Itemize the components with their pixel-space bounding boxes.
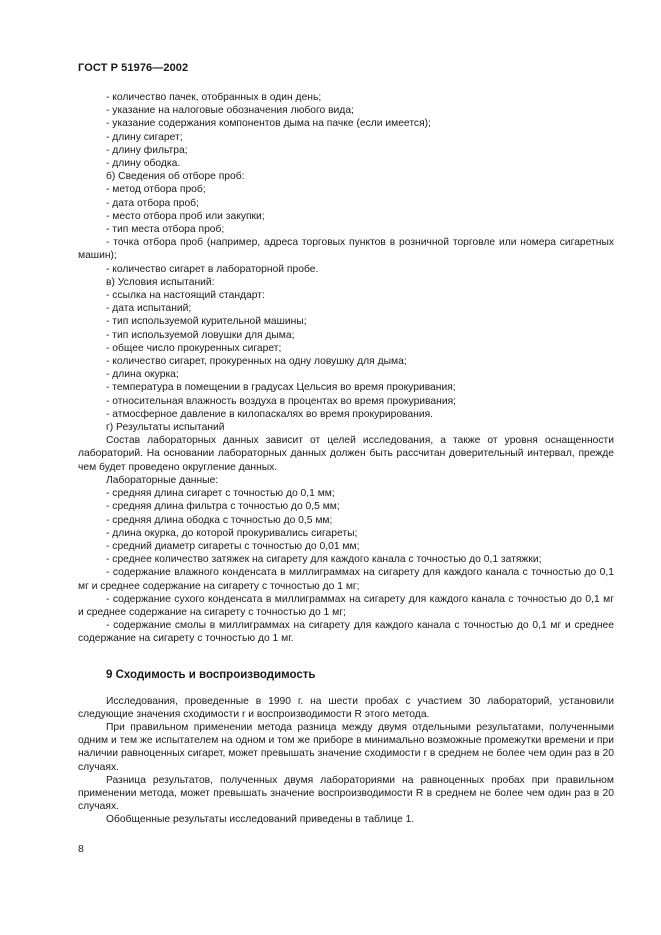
subsection-heading: г) Результаты испытаний: [106, 422, 225, 434]
list-item: - метод отбора проб;: [106, 184, 206, 196]
test-results-section: [78, 421, 614, 645]
list-block-1: [78, 91, 614, 170]
subsection-heading: б) Сведения об отборе проб:: [106, 171, 245, 183]
list-item: - длину фильтра;: [106, 144, 188, 156]
subsection-heading: в) Условия испытаний:: [106, 276, 215, 288]
list-item: - дата отбора проб;: [106, 197, 199, 209]
paragraph: Обобщенные результаты исследований приведены в таблице 1.: [106, 814, 415, 826]
list-item: - длину сигарет;: [106, 131, 183, 143]
list-item: - точка отбора проб (например, адреса торговых пунктов в розничной торговле или номера сигаретных машин);: [78, 237, 614, 262]
list-item: - средняя длина фильтра с точностью до 0,5 мм;: [106, 501, 340, 513]
list-item: - место отбора проб или закупки;: [106, 210, 265, 222]
list-item: - содержание смолы в миллиграммах на сигарету для каждого канала с точностью до 0,1 мг и среднее содержание на сигарету с точностью до 1 мг.: [78, 620, 614, 645]
section-9-body: [78, 695, 614, 827]
list-item: - средняя длина сигарет с точностью до 0,1 мм;: [106, 488, 335, 500]
list-item: - тип используемой курительной машины;: [106, 316, 307, 328]
section-9-title: 9 Сходимость и воспроизводимость: [106, 668, 316, 681]
paragraph: Состав лабораторных данных зависит от целей исследования, а также от уровня оснащенности лабораторий. На основании лабораторных данных должен быть рассчитан доверительный интервал, прежде чем будет проведено округление данных.: [78, 435, 614, 473]
page-content: [78, 91, 614, 827]
list-item: - средний диаметр сигареты с точностью до 0,01 мм;: [106, 540, 360, 552]
list-item: - длину ободка.: [106, 158, 181, 170]
paragraph: Разница результатов, полученных двумя лабораториями на равноценных пробах при правильном применении метода, может превышать значение воспроизводимости R в среднем не более чем один раз в 20 случаях.: [78, 774, 614, 813]
list-item: - общее число прокуренных сигарет;: [106, 342, 282, 354]
list-item: - длина окурка;: [106, 369, 179, 381]
list-item: - атмосферное давление в килопаскалях во время прокурирования.: [106, 408, 434, 420]
list-item: - указание содержания компонентов дыма на пачке (если имеется);: [106, 118, 431, 130]
paragraph: Исследования, проведенные в 1990 г. на шести пробах с участием 30 лабораторий, установили следующие значения сходимости r и воспроизводимости R этого метода.: [78, 695, 614, 720]
list-item: - длина окурка, до которой прокуривались сигареты;: [106, 527, 358, 539]
document-code: ГОСТ Р 51976—2002: [78, 62, 189, 74]
list-item: - содержание сухого конденсата в миллиграммах на сигарету для каждого канала с точностью до 0,1 мг и среднее содержание на сигарету с точностью до 1 мг;: [78, 593, 614, 618]
list-item: - количество пачек, отобранных в один день;: [106, 92, 322, 103]
list-item: - температура в помещении в градусах Цельсия во время прокуривания;: [106, 382, 456, 394]
list-item: - указание на налоговые обозначения любого вида;: [106, 105, 354, 117]
page-number: 8: [78, 843, 84, 855]
list-item: - дата испытаний;: [106, 303, 192, 315]
test-conditions-section: [78, 276, 614, 421]
list-item: - относительная влажность воздуха в процентах во время прокуривания;: [106, 395, 457, 407]
list-item: - среднее количество затяжек на сигарету для каждого канала с точностью до 0,1 затяжки;: [106, 554, 542, 566]
list-item: - тип используемой ловушки для дыма;: [106, 329, 295, 341]
list-item: - количество сигарет, прокуренных на одну ловушку для дыма;: [106, 356, 407, 368]
sampling-info-section: [78, 170, 614, 276]
list-item: - средняя длина ободка с точностью до 0,5 мм;: [106, 514, 333, 526]
list-item: - содержание влажного конденсата в миллиграммах на сигарету для каждого канала с точностью до 0,1 мг и среднее содержание на сигарету с точностью до 1 мг;: [78, 567, 614, 592]
list-item: - количество сигарет в лабораторной пробе.: [106, 263, 319, 275]
list-item: - тип места отбора проб;: [106, 224, 225, 236]
paragraph: При правильном применении метода разница между двумя отдельными результатами, полученными одним и тем же испытателем на одном и том же приборе в минимально возможные промежутки времени и при наличии равноценных сигарет, может превышать значение сходимости r в среднем не более чем один раз в 20 случаях.: [78, 721, 614, 773]
lab-data-heading: Лабораторные данные:: [106, 474, 219, 486]
list-item: - ссылка на настоящий стандарт:: [106, 290, 265, 302]
